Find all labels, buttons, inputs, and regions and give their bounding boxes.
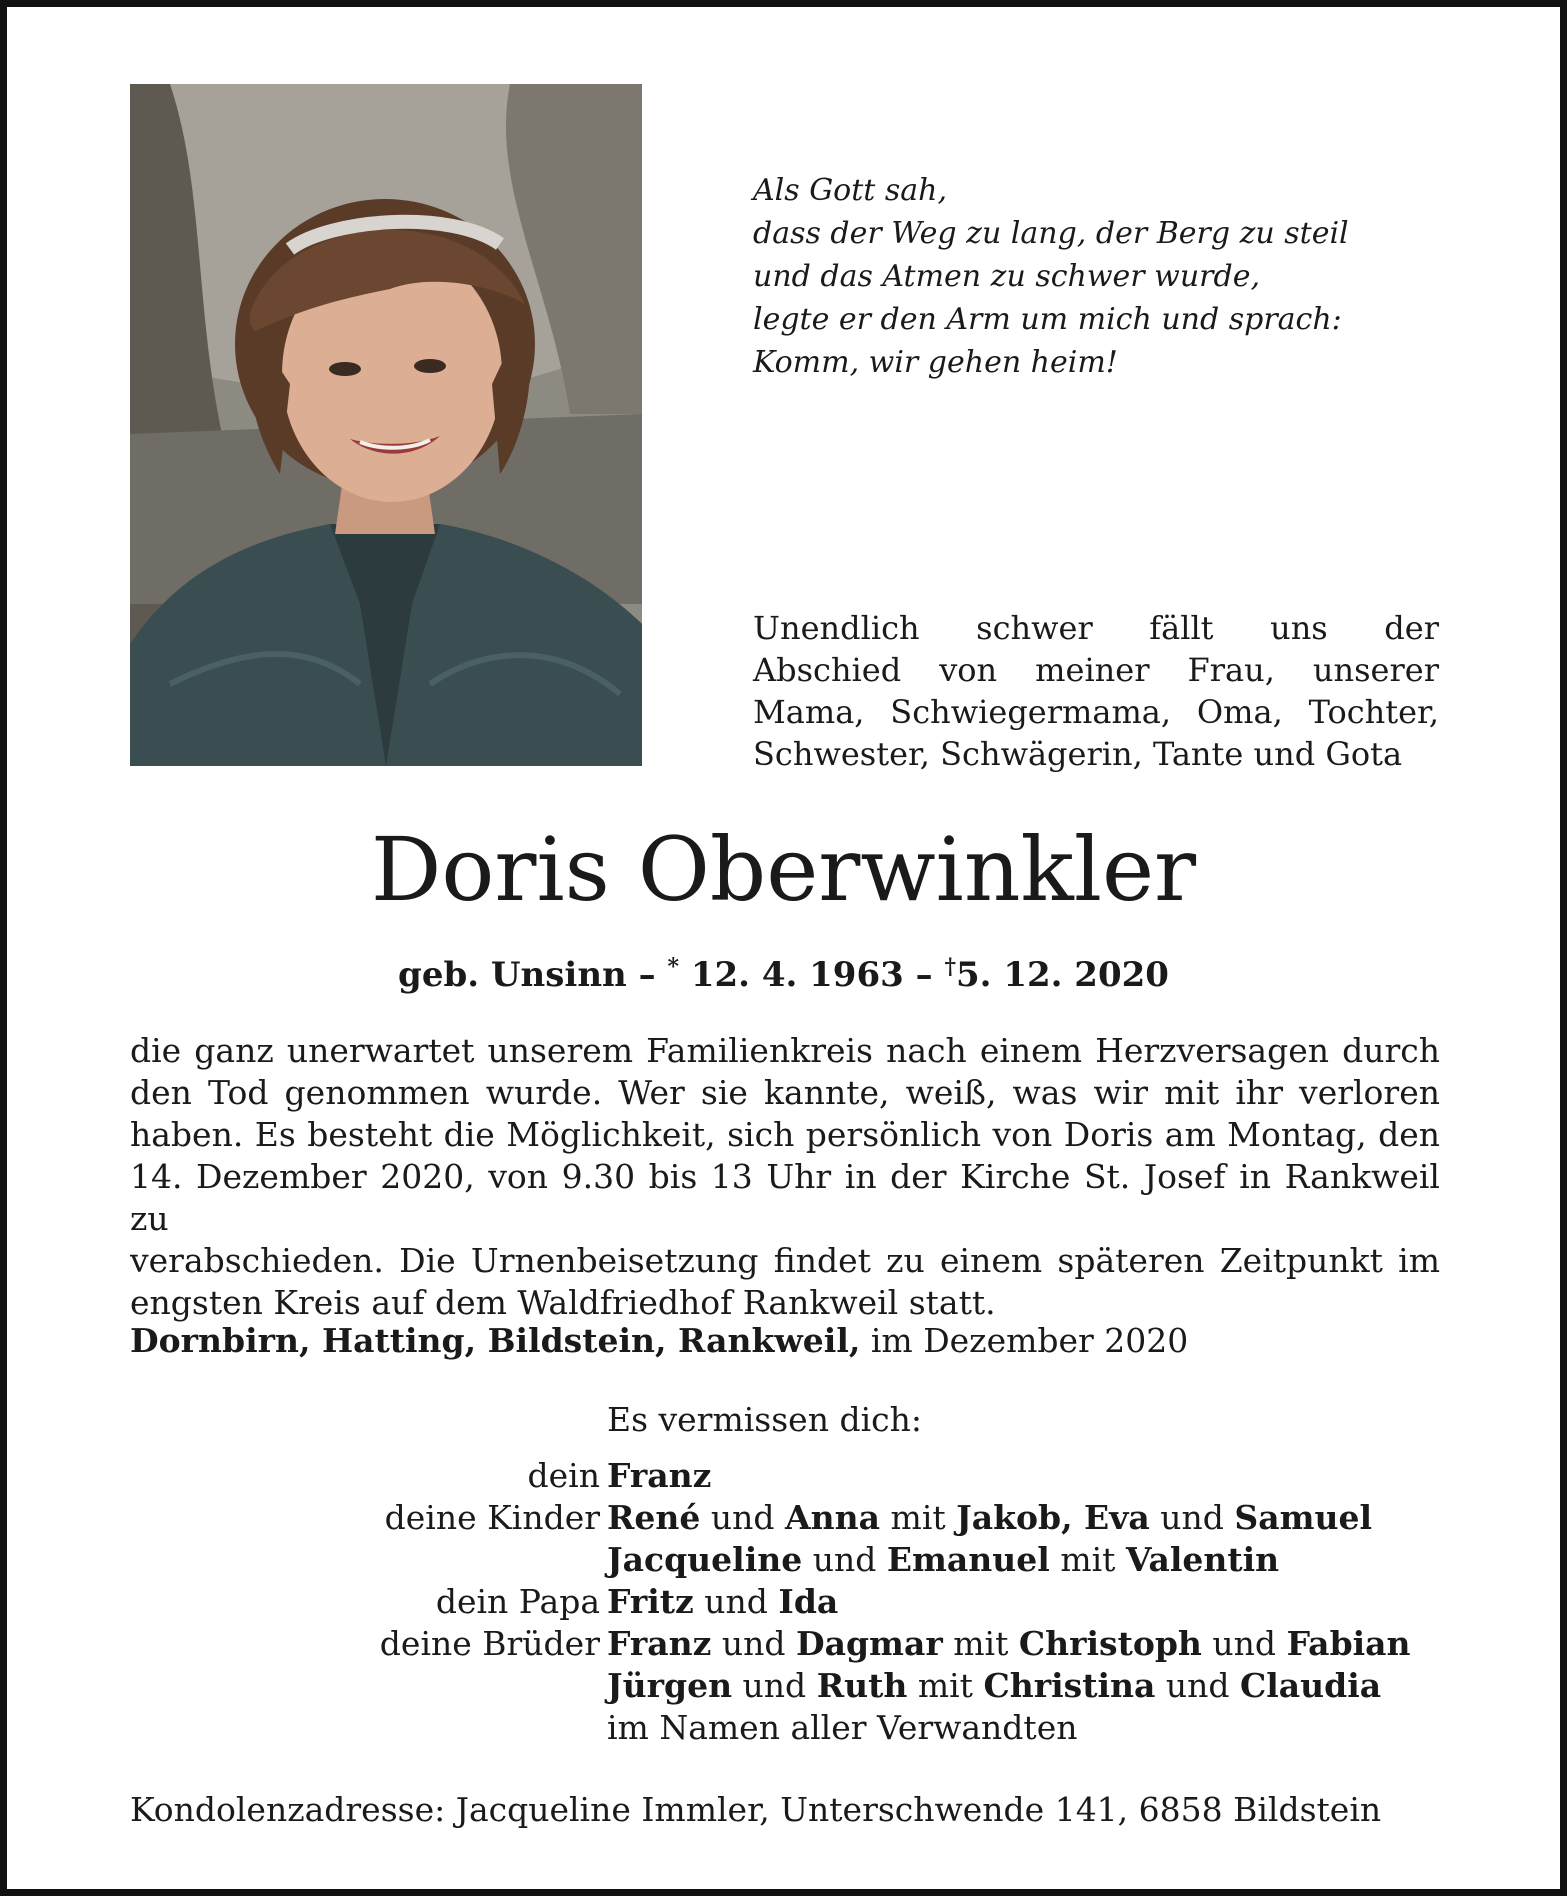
mourner-connector: und [1149, 1498, 1235, 1537]
mourner-name: René [607, 1498, 701, 1537]
mourner-relation: dein Papa [435, 1582, 600, 1621]
mourner-name: Fritz [607, 1582, 694, 1621]
intro-line: Unendlich schwer fällt uns der [753, 609, 1439, 647]
mourner-names [607, 1539, 1279, 1581]
mourner-names [607, 1581, 838, 1623]
month-year: im Dezember 2020 [870, 1321, 1189, 1360]
mourner-connector: und [1155, 1666, 1240, 1705]
poem-line: Als Gott sah, [753, 173, 948, 208]
body-line: den Tod genommen wurde. Wer sie kannte, weiß, was wir mit ihr verloren [130, 1073, 1440, 1112]
mourner-relation: deine Kinder [384, 1498, 600, 1537]
birth-name: geb. Unsinn [398, 955, 627, 995]
body-line: engsten Kreis auf dem Waldfriedhof Rankweil statt. [130, 1283, 996, 1322]
places: Dornbirn, Hatting, Bildstein, Rankweil, [130, 1321, 861, 1360]
mourner-connector: und [802, 1540, 887, 1579]
mourner-name: Jürgen [607, 1666, 733, 1705]
mourner-name: Valentin [1125, 1540, 1280, 1579]
mourner-row [7, 1497, 1560, 1539]
mourner-connector: mit [1049, 1540, 1126, 1579]
intro-line: Schwester, Schwägerin, Tante und Gota [753, 735, 1403, 773]
mourner-connector: im Namen aller Verwandten [607, 1708, 1078, 1747]
mourner-name: Ida [778, 1582, 839, 1621]
mourner-connector: mit [880, 1498, 957, 1537]
birth-date: 12. 4. 1963 [690, 955, 904, 995]
mourner-names [607, 1623, 1411, 1665]
death-date: 5. 12. 2020 [955, 955, 1169, 995]
mourner-name: Jakob, Eva [956, 1498, 1150, 1537]
announcement-text [130, 1030, 1440, 1324]
body-line: 14. Dezember 2020, von 9.30 bis 13 Uhr in der Kirche St. Josef in Rankweil zu [130, 1157, 1440, 1238]
mourner-row [7, 1707, 1560, 1749]
mourner-relation: dein [527, 1456, 600, 1495]
body-line: die ganz unerwartet unserem Familienkreis nach einem Herzversagen durch [130, 1031, 1440, 1070]
mourner-names [607, 1497, 1372, 1539]
poem [753, 169, 1393, 384]
mourner-name: Dagmar [795, 1624, 943, 1663]
portrait-photo [130, 84, 642, 766]
intro-line: Mama, Schwiegermama, Oma, Tochter, [753, 693, 1439, 731]
mourner-row [7, 1455, 1560, 1497]
death-symbol: † [944, 954, 956, 980]
places-date [130, 1320, 1188, 1362]
mourner-connector: und [700, 1498, 786, 1537]
mourners-list [7, 1455, 1560, 1749]
mourner-row [7, 1623, 1560, 1665]
mourner-name: Franz [607, 1624, 712, 1663]
mourner-name: Jacqueline [607, 1540, 803, 1579]
mourner-name: Ruth [816, 1666, 908, 1705]
mourner-name: Christoph [1018, 1624, 1202, 1663]
mourner-names [607, 1665, 1381, 1707]
mourner-row [7, 1539, 1560, 1581]
mourner-name: Christina [983, 1666, 1156, 1705]
condolence-address: Kondolenzadresse: Jacqueline Immler, Unterschwende 141, 6858 Bildstein [130, 1790, 1382, 1829]
mourner-connector: und [711, 1624, 796, 1663]
life-dates: geb. Unsinn – * 12. 4. 1963 – †5. 12. 2020 [398, 954, 1169, 995]
portrait-illustration [130, 84, 642, 766]
mourner-connector: mit [942, 1624, 1019, 1663]
mourner-row [7, 1665, 1560, 1707]
intro-line: Abschied von meiner Frau, unserer [753, 651, 1439, 689]
body-line: verabschieden. Die Urnenbeisetzung findet zu einem späteren Zeitpunkt im [130, 1241, 1440, 1280]
mourner-name: Claudia [1239, 1666, 1382, 1705]
mourner-relation: deine Brüder [379, 1624, 600, 1663]
mourner-connector: und [693, 1582, 779, 1621]
mourner-name: Fabian [1286, 1624, 1411, 1663]
mourner-connector: mit [907, 1666, 984, 1705]
mourners-heading: Es vermissen dich: [607, 1400, 922, 1439]
poem-line: Komm, wir gehen heim! [753, 345, 1118, 380]
mourner-names [607, 1455, 711, 1497]
birth-symbol: * [667, 954, 679, 980]
intro-text [753, 607, 1439, 775]
mourner-row [7, 1581, 1560, 1623]
poem-line: dass der Weg zu lang, der Berg zu steil [753, 216, 1349, 251]
mourner-connector: und [732, 1666, 817, 1705]
poem-line: und das Atmen zu schwer wurde, [753, 259, 1260, 294]
mourner-names [607, 1707, 1077, 1749]
mourner-connector: und [1201, 1624, 1287, 1663]
mourner-name: Emanuel [886, 1540, 1050, 1579]
poem-line: legte er den Arm um mich und sprach: [753, 302, 1342, 337]
mourner-name: Anna [785, 1498, 881, 1537]
mourner-name: Samuel [1234, 1498, 1373, 1537]
body-line: haben. Es besteht die Möglichkeit, sich persönlich von Doris am Montag, den [130, 1115, 1440, 1154]
deceased-name: Doris Oberwinkler [370, 818, 1197, 921]
mourner-name: Franz [607, 1456, 712, 1495]
